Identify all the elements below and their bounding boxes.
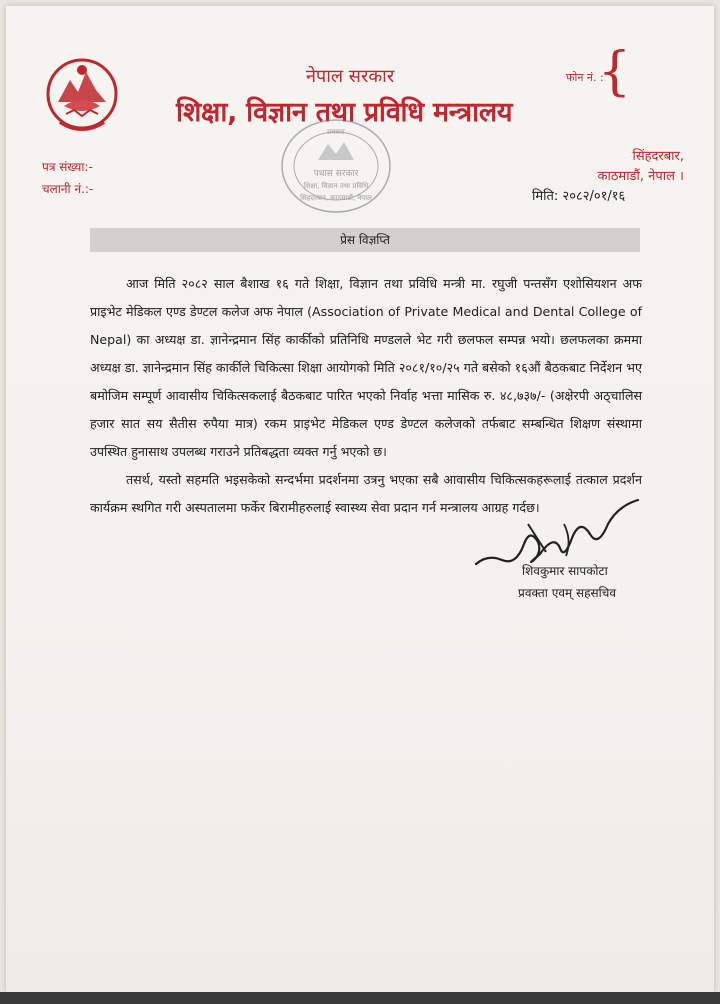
- address-line1: सिंहदरबार,: [632, 149, 684, 164]
- press-release-title: प्रेस विज्ञप्ति: [90, 228, 640, 252]
- letter-number-label: पत्र संख्या:-: [42, 160, 93, 174]
- stamp-line2: सिंहदरबार, काठमाडौं, नेपाल: [300, 194, 372, 202]
- paragraph-2: तसर्थ, यस्तो सहमति भइसकेको सन्दर्भमा प्रदर्शनमा उत्रनु भएका सबै आवासीय चिकित्सकहरूलाई तत्काल प्रदर्शन कार्यक्रम स्थगित गरी अस्पतालमा फर्केर बिरामीहरुलाई स्वास्थ्य सेवा प्रदान गर्न मन्त्रालय आग्रह गर्दछ।: [90, 472, 642, 515]
- letter-date: मिति: २०८२/०१/१६: [532, 189, 626, 204]
- letter-page: [6, 6, 714, 992]
- government-name: नेपाल सरकार: [306, 66, 395, 87]
- stamp-middle-text: पथास सरकार: [313, 169, 359, 179]
- phone-label: फोन नं. :: [566, 71, 604, 84]
- signatory-name: शिवकुमार सापकोटा: [522, 564, 608, 578]
- paragraph-1: आज मिति २०८२ साल बैशाख १६ गते शिक्षा, विज्ञान तथा प्रविधि मन्त्री मा. रघुजी पन्तसँग एशोसियशन अफ प्राइभेट मेडिकल एण्ड डेण्टल कलेज अफ नेपाल (Association of Private Medical and Dental College of Nepal) का अध्यक्ष डा. ज्ञानेन्द्रमान सिंह कार्कीको प्रतिनिधि मण्डलले भेट गरी छलफल सम्पन्न भयो। छलफलका क्रममा अध्यक्ष डा. ज्ञानेन्द्रमान सिंह कार्कीले चिकित्सा शिक्षा आयोगको मिति २०८१/१०/२५ गते बसेको १६औं बैठकबाट निर्देशन भए बमोजिम सम्पूर्ण आवासीय चिकित्सकलाई बैठकबाट पारित भएको निर्वाह भत्ता मासिक रु. ४८,७३७/- (अक्षेरपी अठ्चालिस हजार सात सय सैतीस रुपैया मात्र) रकम प्राइभेट मेडिकल एण्ड डेण्टल कलेजको तर्फबाट सम्बन्धित शिक्षण संस्थामा उपस्थित हुनासाथ उपलब्ध गराउने प्रतिबद्धता व्यक्त गर्नु भएको छ।: [90, 276, 642, 459]
- press-release-body: [90, 270, 642, 522]
- address-line2: काठमाडौं, नेपाल ।: [597, 169, 684, 184]
- stamp-line1: शिक्षा, विज्ञान तथा प्रविधि: [303, 182, 369, 190]
- stamp-top-text: प्रवक्ता: [327, 128, 345, 136]
- office-stamp: [278, 116, 394, 216]
- table-edge: [0, 992, 720, 1004]
- phone-brace: {: [598, 42, 632, 102]
- dispatch-number-label: चलानी नं.:-: [42, 182, 94, 196]
- signatory-title: प्रवक्ता एवम् सहसचिव: [518, 586, 616, 600]
- nepal-emblem-icon: [46, 50, 118, 138]
- ministry-name: शिक्षा, विज्ञान तथा प्रविधि मन्त्रालय: [176, 97, 513, 128]
